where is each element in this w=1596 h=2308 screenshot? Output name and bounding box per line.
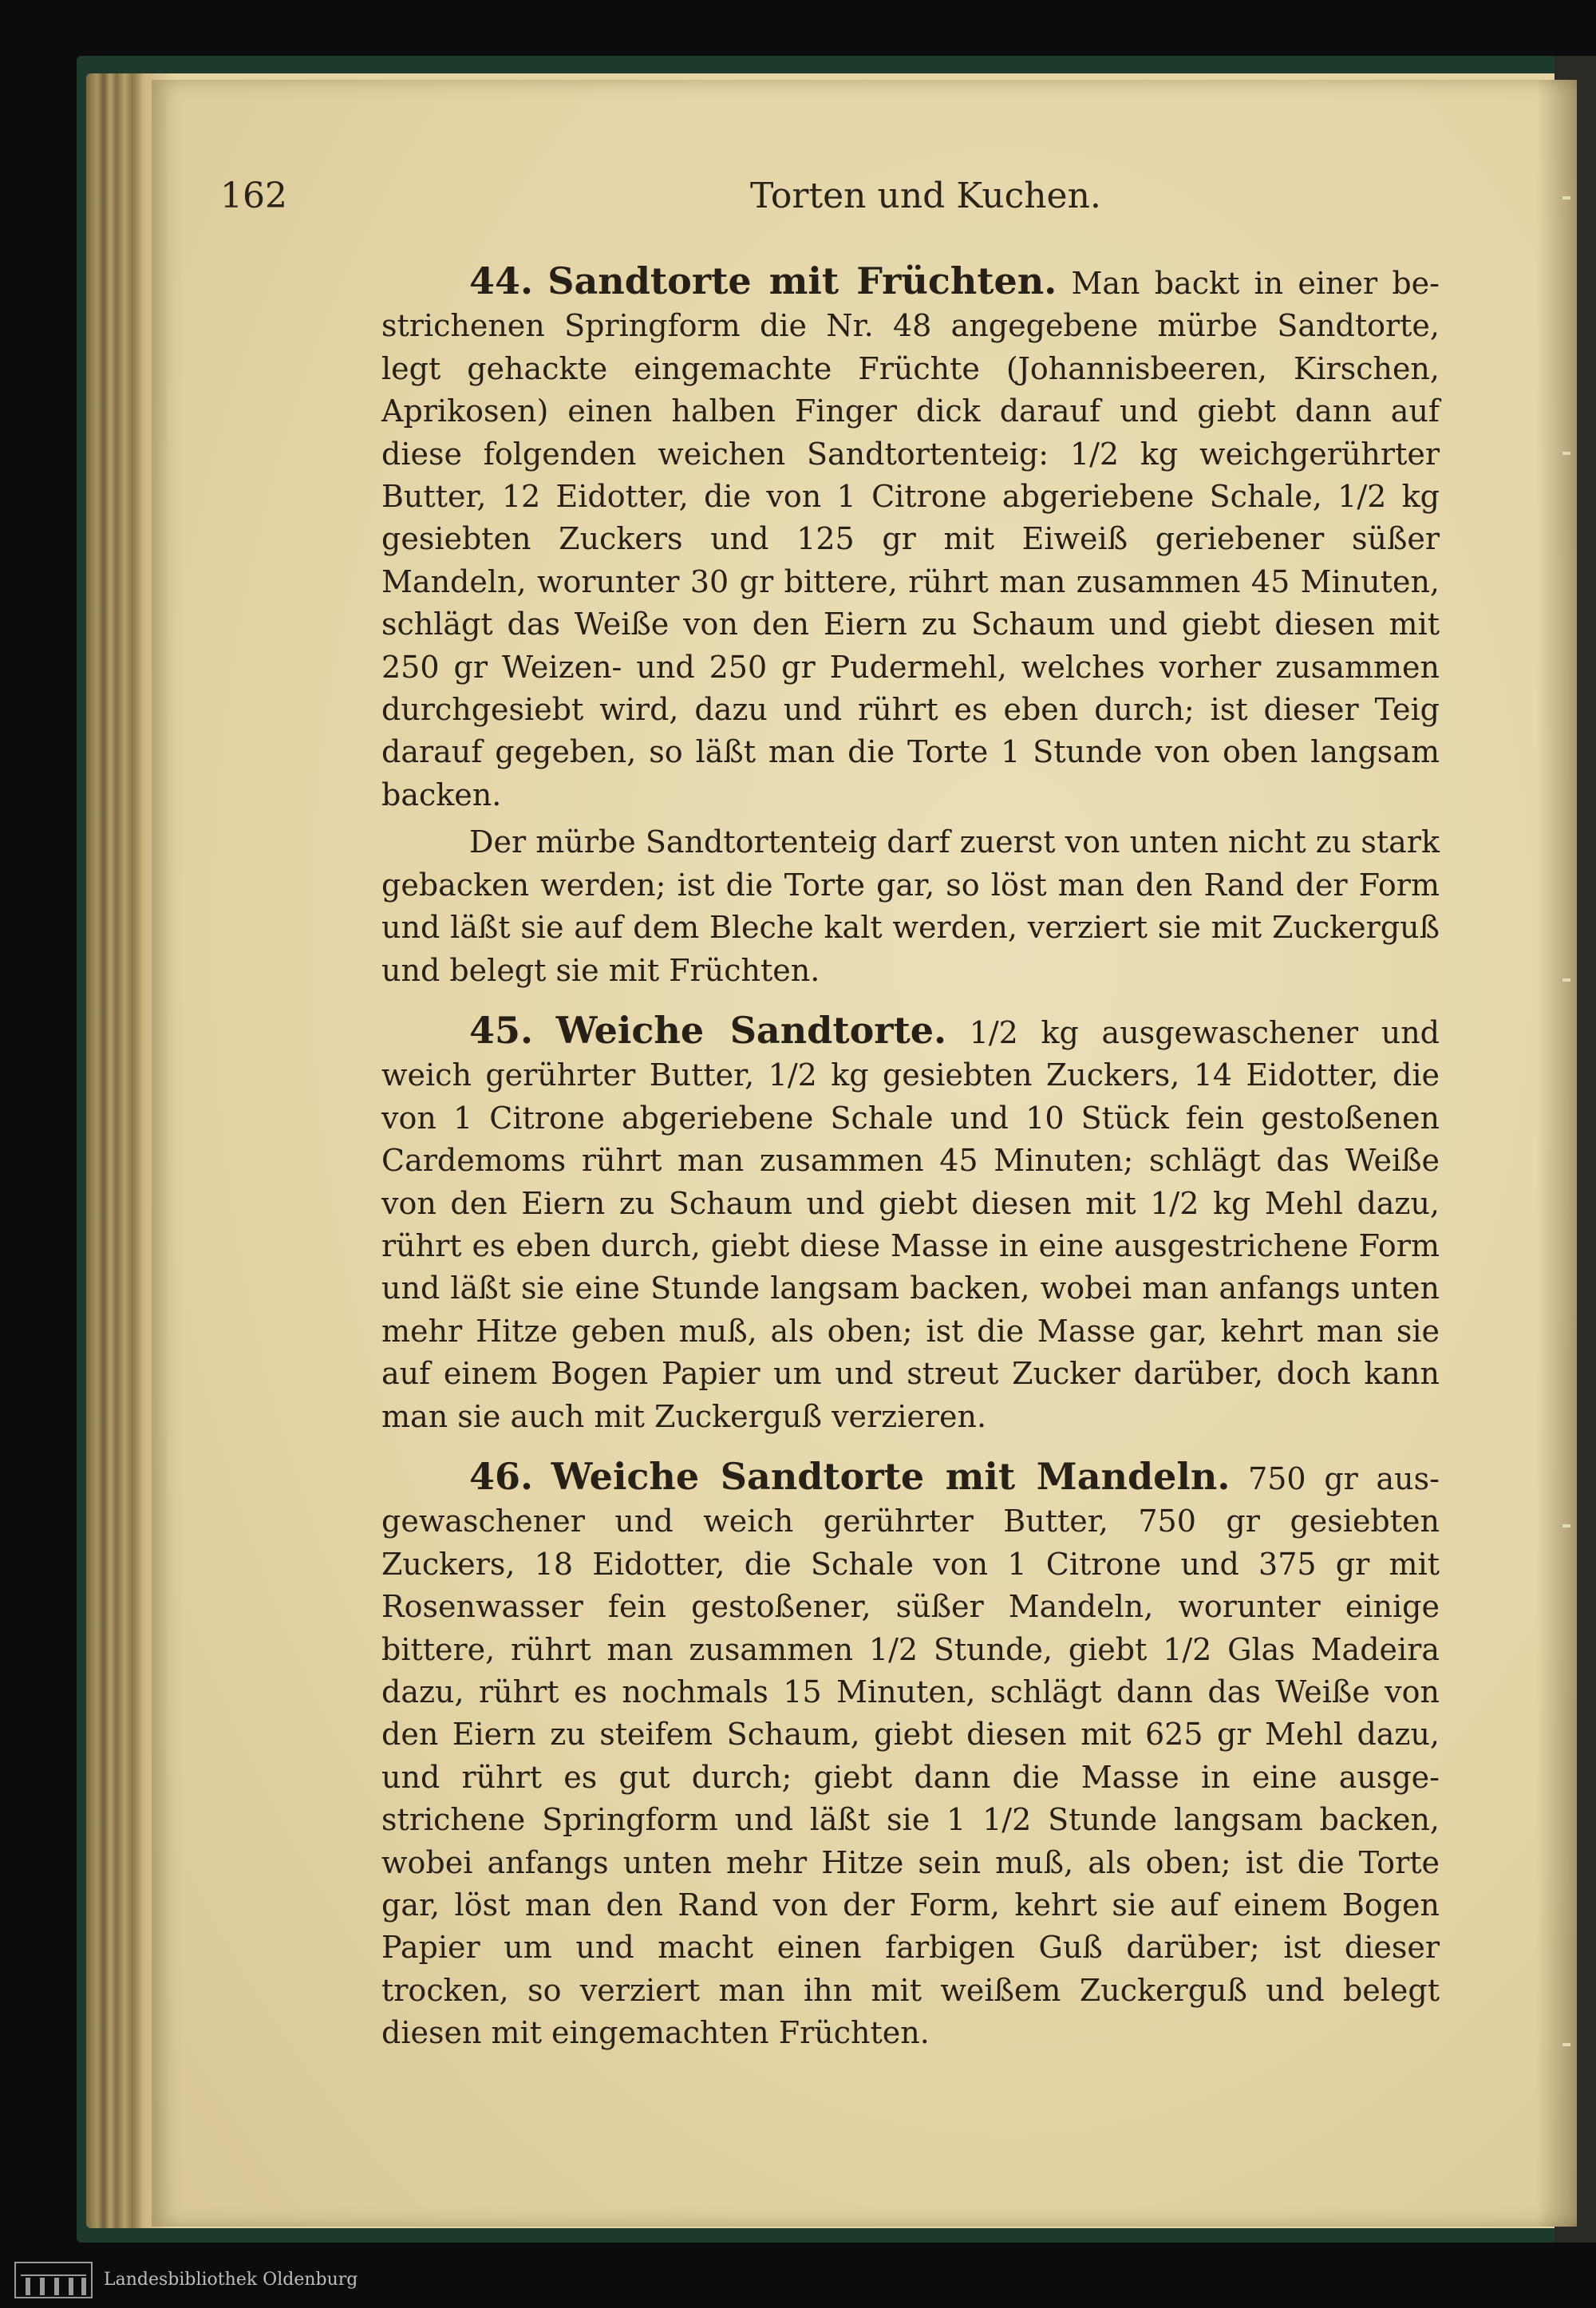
recipe-title: Weiche Sandtorte mit Mandeln. <box>551 1454 1231 1498</box>
page-number: 162 <box>220 176 287 216</box>
running-head-title: Torten und Kuchen. <box>750 176 1101 216</box>
library-name: Landesbibliothek Oldenburg <box>104 2270 358 2290</box>
text-block <box>381 249 1440 2055</box>
library-logo-icon <box>14 2262 93 2298</box>
running-head <box>0 176 1596 223</box>
recipe-text: Man backt in einer bestrichenen Springform die Nr. 48 angegebene mürbe Sandtorte, legt gehackte eingemachte Früchte (Johannisbeeren, Kirschen, Aprikosen) einen halben Finger dick darauf und giebt dann auf diese folgenden weichen Sandtortenteig: 1/2 kg weichgerührter Butter, 12 Eidotter, die von 1 Citrone abgeriebene Schale, 1/2 kg gesiebten Zuckers und 125 gr mit Eiweiß geriebener süßer Mandeln, worunter 30 gr bittere, rührt man zusammen 45 Minuten, schlägt das Weiße von den Eiern zu Schaum und giebt diesen mit 250 gr Weizen- und 250 gr Pudermehl, welches vorher zusammen durchgesiebt wird, dazu und rührt es eben durch; ist dieser Teig darauf gegeben, so läßt man die Torte 1 Stunde von oben langsam backen. <box>381 266 1440 812</box>
edge-mark <box>1562 452 1570 455</box>
recipe-44 <box>381 260 1440 816</box>
recipe-text: 1/2 kg ausgewaschener und weich gerührter Butter, 1/2 kg gesiebten Zuckers, 14 Eidotter, die von 1 Citrone abgeriebene Schale und 10 Stück fein gestoßenen Cardemoms rührt man zusammen 45 Minuten; schlägt das Weiße von den Eiern zu Schaum und giebt diesen mit 1/2 kg Mehl dazu, rührt es eben durch, giebt diese Masse in eine ausgestrichene Form und läßt sie eine Stunde langsam backen, wobei man anfangs unten mehr Hitze geben muß, als oben; ist die Masse gar, kehrt man sie auf einem Bogen Papier um und streut Zucker darüber, doch kann man sie auch mit Zuckerguß verzieren. <box>381 1014 1440 1434</box>
edge-mark <box>1562 1524 1570 1527</box>
edge-mark <box>1562 978 1570 982</box>
recipe-number: 45. <box>469 1008 534 1052</box>
footer-bar <box>0 2251 1596 2308</box>
recipe-46 <box>381 1456 1440 2055</box>
recipe-title: Sandtorte mit Früchten. <box>547 259 1057 302</box>
edge-mark <box>1562 2043 1570 2046</box>
recipe-number: 44. <box>469 259 534 302</box>
recipe-text: 750 gr ausgewaschener und weich gerührter Butter, 750 gr gesiebten Zuckers, 18 Eidotter, die Schale von 1 Citrone und 375 gr mit Rosenwasser fein gestoßener, süßer Mandeln, worunter einige bittere, rührt man zusammen 1/2 Stunde, giebt 1/2 Glas Madeira dazu, rührt es nochmals 15 Minuten, schlägt dann das Weiße von den Eiern zu steifem Schaum, giebt diesen mit 625 gr Mehl dazu, und rührt es gut durch; giebt dann die Masse in eine ausgestrichene Springform und läßt sie 1 1/2 Stunde langsam backen, wobei anfangs unten mehr Hitze sein muß, als oben; ist die Torte gar, löst man den Rand von der Form, kehrt sie auf einem Bogen Papier um und macht einen farbigen Guß darüber; ist dieser trocken, so verziert man ihn mit weißem Zuckerguß und belegt diesen mit eingemachten Früchten. <box>381 1460 1440 2051</box>
recipe-number: 46. <box>469 1454 534 1498</box>
spine-shadow <box>1537 80 1577 2227</box>
recipe-44-note: Der mürbe Sandtortenteig darf zuerst von unten nicht zu stark gebacken werden; ist die Torte gar, so löst man den Rand der Form und läßt sie auf dem Bleche kalt werden, verziert sie mit Zuckerguß und belegt sie mit Früchten. <box>381 824 1440 988</box>
recipe-title: Weiche Sandtorte. <box>555 1008 947 1052</box>
recipe-45 <box>381 1010 1440 1438</box>
